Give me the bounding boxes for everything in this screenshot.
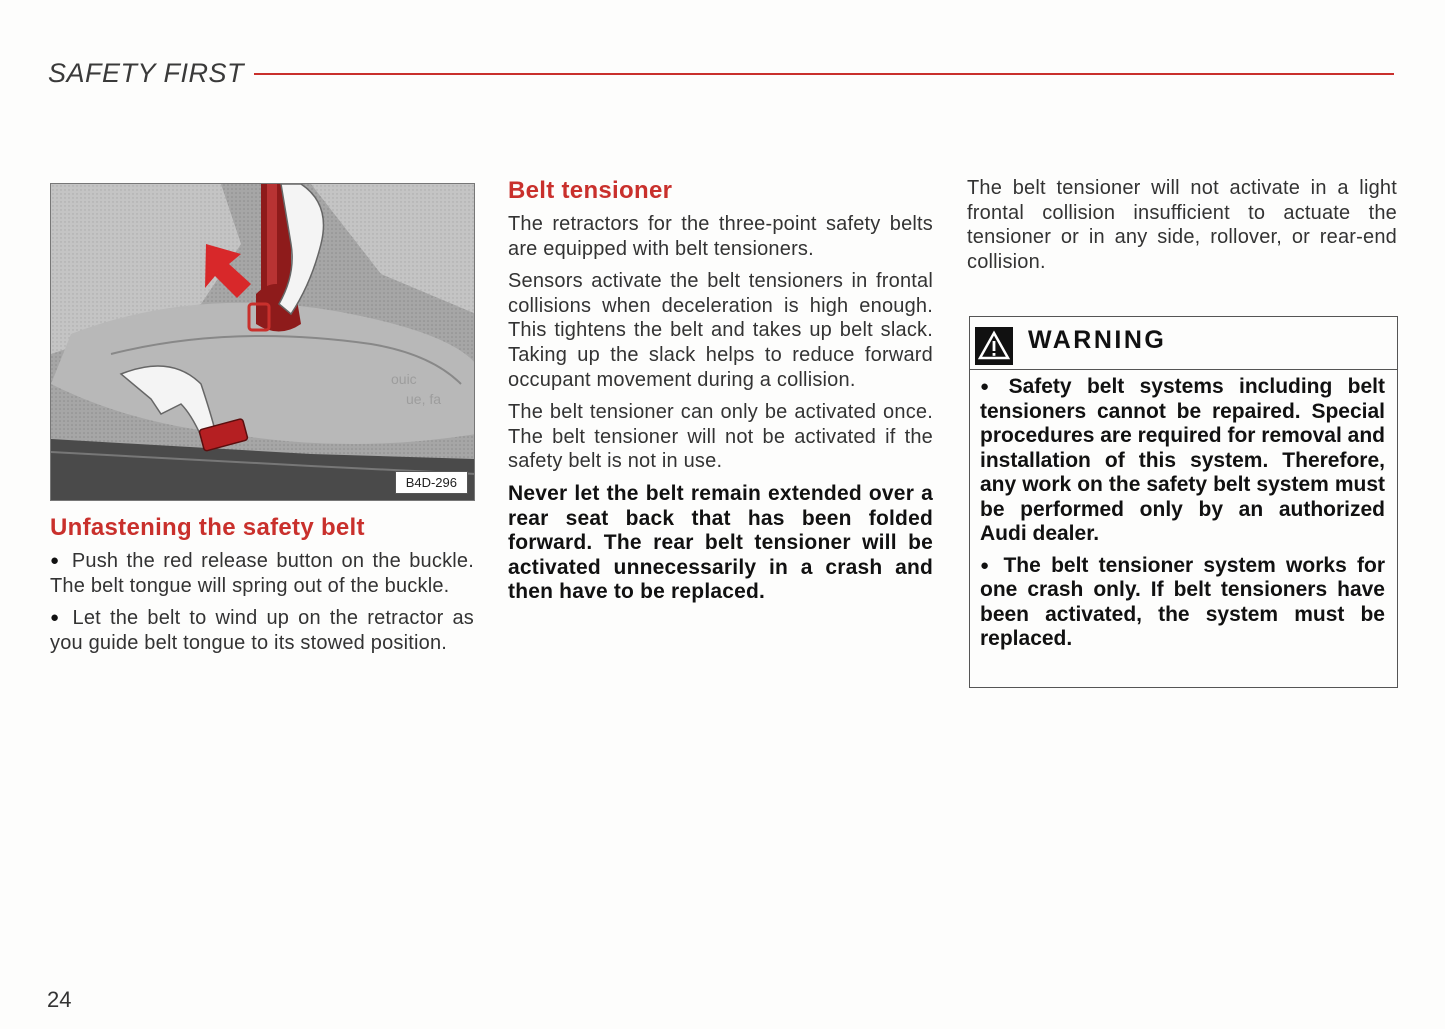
bullet-push-release: ● Push the red release button on the buckle. The belt tongue will spring out of the buckle. bbox=[50, 549, 474, 598]
warning-header bbox=[970, 317, 1397, 370]
heading-unfastening: Unfastening the safety belt bbox=[50, 514, 365, 541]
svg-text:ouic: ouic bbox=[391, 371, 417, 387]
section-title: SAFETY FIRST bbox=[48, 58, 245, 88]
warning-body bbox=[970, 370, 1397, 652]
warning-title: WARNING bbox=[1028, 326, 1167, 354]
page-header bbox=[48, 58, 1394, 92]
belt-illustration bbox=[50, 183, 475, 501]
paragraph-caution: Never let the belt remain extended over a rear seat back that has been folded forward. The rear belt tensioner will be activated unnecessarily in a crash and then have to be replaced. bbox=[508, 481, 933, 604]
bullet-wind-up: ● Let the belt to wind up on the retractor as you guide belt tongue to its stowed position. bbox=[50, 606, 474, 655]
paragraph-retractors: The retractors for the three-point safety belts are equipped with belt tensioners. bbox=[508, 213, 933, 260]
paragraph-not-activate: The belt tensioner will not activate in a light frontal collision insufficient to actuate the tensioner or in any side, rollover, or rear-end collision. bbox=[967, 177, 1397, 273]
header-rule bbox=[254, 73, 1394, 75]
figure-code: B4D-296 bbox=[395, 471, 468, 494]
page-number: 24 bbox=[47, 987, 72, 1012]
svg-text:ue, fa: ue, fa bbox=[406, 391, 442, 407]
warning-triangle-icon bbox=[975, 327, 1013, 365]
warning-box bbox=[969, 316, 1398, 688]
column-right bbox=[967, 176, 1397, 282]
column-left bbox=[50, 513, 474, 663]
paragraph-sensors: Sensors activate the belt tensioners in frontal collisions when deceleration is high enough. This tightens the belt and takes up belt slack. Taking up the slack helps to reduce forward occupant movement during a collision. bbox=[508, 270, 933, 391]
illustration-drawing bbox=[51, 184, 475, 501]
warning-item-repair: ● Safety belt systems including belt tensioners cannot be repaired. Special procedures are required for removal and installation of this system. Therefore, any work on the safety belt system must be performed only by an authorized Audi dealer. bbox=[980, 375, 1385, 547]
column-middle bbox=[508, 176, 933, 605]
heading-belt-tensioner: Belt tensioner bbox=[508, 177, 673, 204]
paragraph-once: The belt tensioner can only be activated once. The belt tensioner will not be activated if the safety belt is not in use. bbox=[508, 401, 933, 473]
warning-item-one-crash: ● The belt tensioner system works for one crash only. If belt tensioners have been activated, the system must be replaced. bbox=[980, 554, 1385, 652]
